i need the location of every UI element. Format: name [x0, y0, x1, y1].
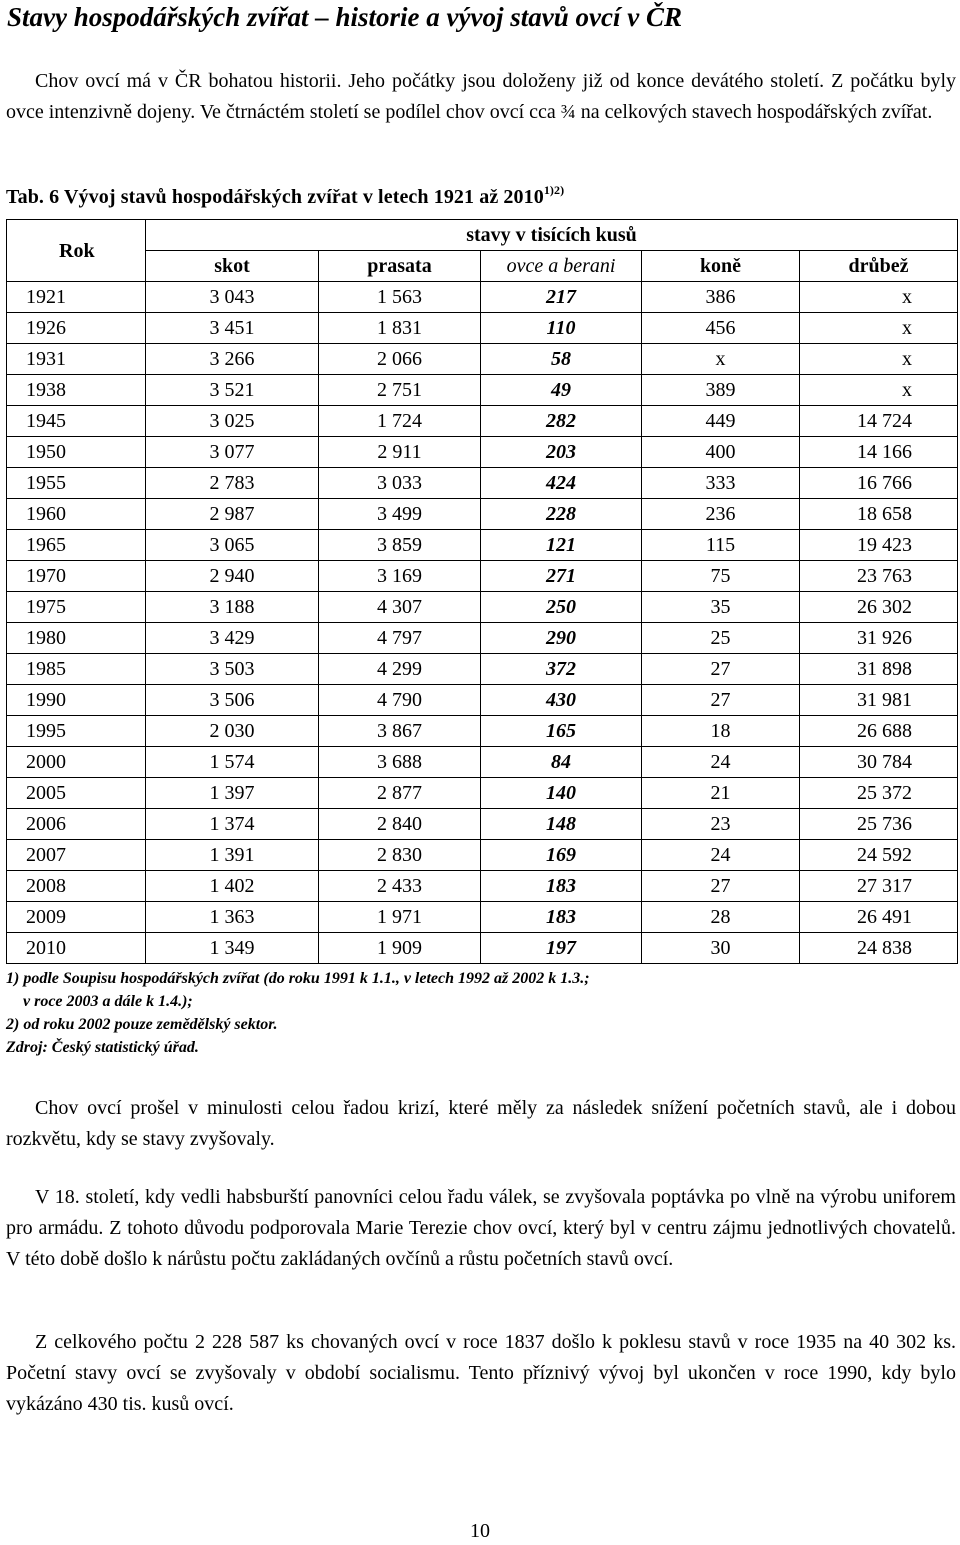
cell-rok: 1960 — [7, 499, 146, 530]
cell-kone: 23 — [642, 809, 800, 840]
page-title: Stavy hospodářských zvířat – historie a vývoj stavů ovcí v ČR — [7, 2, 682, 32]
cell-skot: 3 521 — [146, 375, 319, 406]
cell-drubez: 18 658 — [800, 499, 958, 530]
table-row — [7, 933, 958, 964]
intro-paragraph: Chov ovcí má v ČR bohatou historii. Jeho počátky jsou doloženy již od konce devátého století. Z počátku byly ovce intenzivně dojeny. Ve čtrnáctém století se podílel chov ovcí cca ¾ na celkových stavech hospodářských zvířat. — [6, 70, 956, 123]
cell-kone: 115 — [642, 530, 800, 561]
header-ovce: ovce a berani — [481, 251, 642, 282]
table-row — [7, 840, 958, 871]
cell-kone: x — [642, 344, 800, 375]
cell-rok: 1970 — [7, 561, 146, 592]
cell-kone: 24 — [642, 747, 800, 778]
cell-ovce: 228 — [481, 499, 642, 530]
table-row — [7, 902, 958, 933]
table-row — [7, 499, 958, 530]
cell-prasata: 3 499 — [319, 499, 481, 530]
header-group: stavy v tisících kusů — [146, 220, 958, 251]
cell-prasata: 3 688 — [319, 747, 481, 778]
source-note: Zdroj: Český statistický úřad. — [6, 1039, 199, 1056]
cell-skot: 1 574 — [146, 747, 319, 778]
cell-rok: 1965 — [7, 530, 146, 561]
cell-ovce: 430 — [481, 685, 642, 716]
cell-drubez: 27 317 — [800, 871, 958, 902]
cell-kone: 28 — [642, 902, 800, 933]
cell-skot: 3 506 — [146, 685, 319, 716]
cell-drubez: 26 302 — [800, 592, 958, 623]
table-row — [7, 809, 958, 840]
cell-skot: 2 030 — [146, 716, 319, 747]
cell-rok: 1985 — [7, 654, 146, 685]
cell-drubez: 31 926 — [800, 623, 958, 654]
table-row — [7, 685, 958, 716]
table-row — [7, 778, 958, 809]
cell-kone: 389 — [642, 375, 800, 406]
cell-drubez: 24 838 — [800, 933, 958, 964]
cell-drubez: 19 423 — [800, 530, 958, 561]
cell-skot: 1 391 — [146, 840, 319, 871]
cell-skot: 1 397 — [146, 778, 319, 809]
paragraph-1: Chov ovcí prošel v minulosti celou řadou krizí, které měly za následek snížení početních stavů, ale i dobou rozkvětu, kdy se stavy zvyšovaly. — [6, 1097, 956, 1150]
cell-skot: 3 065 — [146, 530, 319, 561]
cell-skot: 3 025 — [146, 406, 319, 437]
cell-kone: 333 — [642, 468, 800, 499]
cell-rok: 1931 — [7, 344, 146, 375]
cell-prasata: 2 911 — [319, 437, 481, 468]
cell-kone: 456 — [642, 313, 800, 344]
cell-ovce: 165 — [481, 716, 642, 747]
cell-ovce: 203 — [481, 437, 642, 468]
table-caption-prefix: Tab. 6 — [6, 186, 60, 208]
header-skot: skot — [146, 251, 319, 282]
cell-ovce: 169 — [481, 840, 642, 871]
cell-skot: 2 987 — [146, 499, 319, 530]
cell-rok: 2000 — [7, 747, 146, 778]
cell-drubez: x — [800, 313, 958, 344]
cell-kone: 27 — [642, 871, 800, 902]
cell-ovce: 58 — [481, 344, 642, 375]
cell-drubez: 23 763 — [800, 561, 958, 592]
note-1-continued: v roce 2003 a dále k 1.4.); — [23, 993, 193, 1010]
cell-prasata: 1 971 — [319, 902, 481, 933]
cell-kone: 27 — [642, 654, 800, 685]
cell-ovce: 140 — [481, 778, 642, 809]
cell-drubez: 31 898 — [800, 654, 958, 685]
cell-prasata: 4 307 — [319, 592, 481, 623]
cell-kone: 24 — [642, 840, 800, 871]
cell-ovce: 424 — [481, 468, 642, 499]
cell-rok: 2006 — [7, 809, 146, 840]
cell-prasata: 2 830 — [319, 840, 481, 871]
cell-prasata: 2 877 — [319, 778, 481, 809]
cell-rok: 1990 — [7, 685, 146, 716]
cell-prasata: 1 563 — [319, 282, 481, 313]
table-row — [7, 654, 958, 685]
cell-kone: 449 — [642, 406, 800, 437]
header-prasata: prasata — [319, 251, 481, 282]
cell-drubez: 26 491 — [800, 902, 958, 933]
cell-ovce: 250 — [481, 592, 642, 623]
table-row — [7, 530, 958, 561]
cell-kone: 18 — [642, 716, 800, 747]
cell-skot: 3 429 — [146, 623, 319, 654]
cell-prasata: 2 751 — [319, 375, 481, 406]
note-1: 1) podle Soupisu hospodářských zvířat (do roku 1991 k 1.1., v letech 1992 až 2002 k 1.3.; — [6, 970, 590, 987]
table-body — [7, 282, 958, 964]
cell-drubez: x — [800, 344, 958, 375]
table-row — [7, 437, 958, 468]
cell-drubez: 24 592 — [800, 840, 958, 871]
cell-prasata: 4 299 — [319, 654, 481, 685]
paragraph-3: Z celkového počtu 2 228 587 ks chovaných ovcí v roce 1837 došlo k poklesu stavů v roce 1935 na 40 302 ks. Početní stavy ovcí se zvyšovaly v období socialismu. Tento příznivý vývoj byl ukončen v roce 1990, kdy bylo vykázáno 430 tis. kusů ovcí. — [6, 1331, 956, 1415]
cell-drubez: x — [800, 282, 958, 313]
table-row — [7, 468, 958, 499]
table-row — [7, 406, 958, 437]
table-row — [7, 344, 958, 375]
cell-rok: 1938 — [7, 375, 146, 406]
cell-kone: 35 — [642, 592, 800, 623]
cell-skot: 2 783 — [146, 468, 319, 499]
note-2: 2) od roku 2002 pouze zemědělský sektor. — [6, 1016, 278, 1033]
table-caption-footnote-ref: 1)2) — [543, 183, 565, 197]
table-notes — [6, 967, 590, 1059]
cell-kone: 25 — [642, 623, 800, 654]
cell-rok: 2005 — [7, 778, 146, 809]
cell-rok: 2007 — [7, 840, 146, 871]
cell-ovce: 282 — [481, 406, 642, 437]
cell-skot: 3 451 — [146, 313, 319, 344]
cell-prasata: 2 066 — [319, 344, 481, 375]
table-row — [7, 561, 958, 592]
cell-prasata: 3 867 — [319, 716, 481, 747]
cell-ovce: 271 — [481, 561, 642, 592]
cell-ovce: 372 — [481, 654, 642, 685]
cell-prasata: 3 859 — [319, 530, 481, 561]
cell-prasata: 1 909 — [319, 933, 481, 964]
cell-kone: 236 — [642, 499, 800, 530]
cell-rok: 1975 — [7, 592, 146, 623]
cell-prasata: 3 033 — [319, 468, 481, 499]
cell-drubez: 16 766 — [800, 468, 958, 499]
cell-skot: 1 374 — [146, 809, 319, 840]
cell-rok: 1945 — [7, 406, 146, 437]
table-row — [7, 623, 958, 654]
cell-ovce: 290 — [481, 623, 642, 654]
cell-rok: 2008 — [7, 871, 146, 902]
cell-drubez: 25 736 — [800, 809, 958, 840]
cell-prasata: 3 169 — [319, 561, 481, 592]
cell-prasata: 2 840 — [319, 809, 481, 840]
cell-skot: 3 043 — [146, 282, 319, 313]
table-row — [7, 313, 958, 344]
table-row — [7, 375, 958, 406]
table-row — [7, 716, 958, 747]
cell-prasata: 4 790 — [319, 685, 481, 716]
cell-drubez: x — [800, 375, 958, 406]
cell-ovce: 84 — [481, 747, 642, 778]
page-number: 10 — [470, 1520, 490, 1542]
cell-drubez: 25 372 — [800, 778, 958, 809]
cell-skot: 1 349 — [146, 933, 319, 964]
cell-prasata: 2 433 — [319, 871, 481, 902]
cell-kone: 400 — [642, 437, 800, 468]
cell-kone: 27 — [642, 685, 800, 716]
livestock-table — [6, 219, 958, 964]
cell-ovce: 183 — [481, 871, 642, 902]
paragraph-2: V 18. století, kdy vedli habsburští panovníci celou řadu válek, se zvyšovala poptávka po vlně na výrobu uniforem pro armádu. Z tohoto důvodu podporovala Marie Terezie chov ovcí, který byl v centru zájmu jednotlivých chovatelů. V této době došlo k nárůstu počtu zakládaných ovčínů a růstu početních stavů ovcí. — [6, 1186, 956, 1270]
cell-skot: 1 363 — [146, 902, 319, 933]
cell-skot: 1 402 — [146, 871, 319, 902]
cell-ovce: 49 — [481, 375, 642, 406]
cell-prasata: 4 797 — [319, 623, 481, 654]
cell-skot: 2 940 — [146, 561, 319, 592]
cell-ovce: 148 — [481, 809, 642, 840]
cell-kone: 75 — [642, 561, 800, 592]
cell-skot: 3 188 — [146, 592, 319, 623]
cell-rok: 2009 — [7, 902, 146, 933]
cell-ovce: 217 — [481, 282, 642, 313]
cell-rok: 1926 — [7, 313, 146, 344]
cell-rok: 1980 — [7, 623, 146, 654]
cell-skot: 3 266 — [146, 344, 319, 375]
cell-rok: 1995 — [7, 716, 146, 747]
header-drubez: drůbež — [800, 251, 958, 282]
table-caption-text: Vývoj stavů hospodářských zvířat v letech 1921 až 2010 — [63, 186, 544, 208]
cell-kone: 386 — [642, 282, 800, 313]
cell-prasata: 1 831 — [319, 313, 481, 344]
table-row — [7, 871, 958, 902]
table-row — [7, 747, 958, 778]
table-caption — [6, 183, 564, 209]
table-row — [7, 282, 958, 313]
header-rok: Rok — [7, 220, 146, 282]
table-row — [7, 592, 958, 623]
header-kone: koně — [642, 251, 800, 282]
cell-drubez: 30 784 — [800, 747, 958, 778]
cell-rok: 2010 — [7, 933, 146, 964]
cell-drubez: 31 981 — [800, 685, 958, 716]
cell-drubez: 14 724 — [800, 406, 958, 437]
cell-rok: 1955 — [7, 468, 146, 499]
cell-prasata: 1 724 — [319, 406, 481, 437]
cell-drubez: 26 688 — [800, 716, 958, 747]
cell-ovce: 183 — [481, 902, 642, 933]
cell-rok: 1950 — [7, 437, 146, 468]
cell-ovce: 121 — [481, 530, 642, 561]
cell-ovce: 197 — [481, 933, 642, 964]
cell-skot: 3 503 — [146, 654, 319, 685]
cell-kone: 21 — [642, 778, 800, 809]
cell-skot: 3 077 — [146, 437, 319, 468]
cell-kone: 30 — [642, 933, 800, 964]
cell-drubez: 14 166 — [800, 437, 958, 468]
cell-ovce: 110 — [481, 313, 642, 344]
cell-rok: 1921 — [7, 282, 146, 313]
